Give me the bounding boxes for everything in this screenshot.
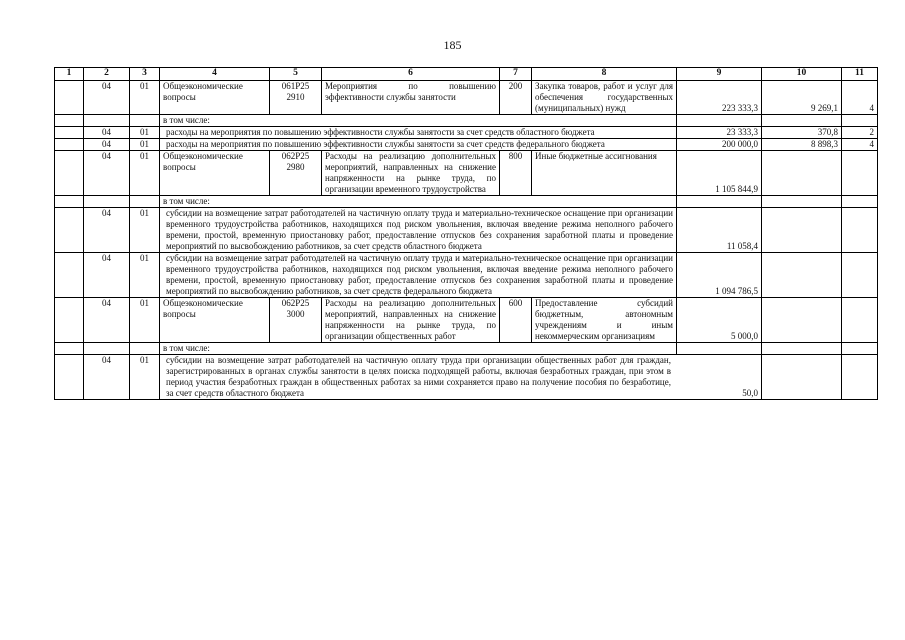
column-header: 4: [160, 68, 270, 81]
cell-percent: [842, 208, 878, 253]
cell-empty: [55, 81, 84, 115]
cell-section: 04: [84, 208, 130, 253]
column-header: 7: [500, 68, 532, 81]
column-header: 5: [270, 68, 322, 81]
cell-expense-name: Закупка товаров, работ и услуг для обеспечения государственных (муниципальных) нужд: [532, 81, 677, 115]
cell-empty: [130, 196, 160, 208]
cell-empty: [55, 139, 84, 151]
cell-empty: [55, 115, 84, 127]
cell-section: 04: [84, 151, 130, 196]
cell-target-name: Расходы на реализацию дополнительных мероприятий, направленных на снижение напряженности на рынке труда, по организации временного трудоустройства: [322, 151, 500, 196]
cell-empty: [677, 196, 762, 208]
cell-empty: [677, 343, 762, 355]
cell-amount-actual: [762, 298, 842, 343]
cell-subsection: 01: [130, 208, 160, 253]
cell-section: 04: [84, 127, 130, 139]
cell-detail-description: субсидии на возмещение затрат работодателей на частичную оплату труда при организации общественных работ для граждан, зарегистрированных в органах службы занятости в целях поиска подходящей работы, включая безработных граждан, при этом в период участия безработных граждан в общественных работах за ними сохраняется право на получение пособия по безработице, за счет средств областного бюджета 50,0: [160, 355, 762, 400]
cell-expense-type: 800: [500, 151, 532, 196]
column-header: 9: [677, 68, 762, 81]
cell-detail-description: расходы на мероприятия по повышению эффективности службы занятости за счет средств областного бюджета: [160, 127, 677, 139]
cell-empty: [677, 115, 762, 127]
cell-percent: [842, 253, 878, 298]
cell-percent: [842, 151, 878, 196]
cell-amount-actual: [762, 151, 842, 196]
table-row: [55, 298, 878, 343]
cell-percent: 2: [842, 127, 878, 139]
table-row: [55, 115, 878, 127]
table-row: [55, 139, 878, 151]
cell-empty: [84, 115, 130, 127]
cell-section: 04: [84, 139, 130, 151]
cell-amount-plan: 223 333,3: [677, 81, 762, 115]
cell-target-code: 061Р25 2910: [270, 81, 322, 115]
cell-target-name: Расходы на реализацию дополнительных мероприятий, направленных на снижение напряженности на рынке труда, по организации общественных работ: [322, 298, 500, 343]
cell-target-code: 062Р25 3000: [270, 298, 322, 343]
note-including: в том числе:: [160, 115, 677, 127]
budget-table: [54, 67, 878, 400]
column-header: 10: [762, 68, 842, 81]
table-row: [55, 208, 878, 253]
cell-empty: [55, 151, 84, 196]
cell-empty: [130, 115, 160, 127]
cell-detail-description: субсидии на возмещение затрат работодателей на частичную оплату труда и материально-техническое оснащение при организации временного трудоустройства работников, находящихся под риском увольнения, включая введение режима неполного рабочего времени, простой, временную приостановку работ, предоставление отпусков без сохранения заработной платы и проведение мероприятий по высвобождению работников, за счет средств федерального бюджета: [160, 253, 677, 298]
cell-empty: [762, 343, 842, 355]
cell-empty: [55, 196, 84, 208]
cell-section: 04: [84, 355, 130, 400]
cell-subsection: 01: [130, 253, 160, 298]
cell-expense-type: 600: [500, 298, 532, 343]
cell-detail-description: субсидии на возмещение затрат работодателей на частичную оплату труда и материально-техническое оснащение при организации временного трудоустройства работников, находящихся под риском увольнения, включая введение режима неполного рабочего времени, простой, временную приостановку работ, предоставление отпусков без сохранения заработной платы и проведение мероприятий по высвобождению работников, за счет средств областного бюджета: [160, 208, 677, 253]
cell-amount-plan: 23 333,3: [677, 127, 762, 139]
cell-subsection: 01: [130, 298, 160, 343]
column-header: 3: [130, 68, 160, 81]
cell-empty: [55, 208, 84, 253]
table-row: [55, 196, 878, 208]
cell-empty: [842, 115, 878, 127]
cell-amount-plan: 11 058,4: [677, 208, 762, 253]
cell-empty: [842, 196, 878, 208]
cell-empty: [55, 253, 84, 298]
cell-section-name: Общеэкономические вопросы: [160, 298, 270, 343]
cell-expense-name: Иные бюджетные ассигнования: [532, 151, 677, 196]
cell-section-name: Общеэкономические вопросы: [160, 151, 270, 196]
cell-section-name: Общеэкономические вопросы: [160, 81, 270, 115]
cell-target-name: Мероприятия по повышению эффективности службы занятости: [322, 81, 500, 115]
cell-amount-actual: 8 898,3: [762, 139, 842, 151]
column-header: 8: [532, 68, 677, 81]
cell-amount-plan: 1 094 786,5: [677, 253, 762, 298]
cell-amount-plan: 5 000,0: [677, 298, 762, 343]
cell-expense-name: Предоставление субсидий бюджетным, автономным учреждениям и иным некоммерческим организациям: [532, 298, 677, 343]
cell-empty: [84, 196, 130, 208]
cell-percent: [842, 298, 878, 343]
cell-empty: [55, 343, 84, 355]
cell-percent: [842, 355, 878, 400]
cell-amount-actual: [762, 208, 842, 253]
table-row: [55, 151, 878, 196]
cell-amount-plan: 50,0: [742, 388, 758, 398]
table-row: [55, 355, 878, 400]
cell-section: 04: [84, 81, 130, 115]
page-number: 185: [443, 38, 462, 52]
cell-percent: 4: [842, 139, 878, 151]
cell-amount-plan: 1 105 844,9: [677, 151, 762, 196]
cell-subsection: 01: [130, 81, 160, 115]
table-header: [55, 68, 878, 81]
cell-section: 04: [84, 298, 130, 343]
column-header: 2: [84, 68, 130, 81]
cell-empty: [842, 343, 878, 355]
table-row: [55, 343, 878, 355]
table-row: [55, 253, 878, 298]
cell-empty: [55, 298, 84, 343]
cell-subsection: 01: [130, 139, 160, 151]
cell-target-code: 062Р25 2980: [270, 151, 322, 196]
cell-amount-actual: 370,8: [762, 127, 842, 139]
cell-subsection: 01: [130, 151, 160, 196]
cell-empty: [762, 196, 842, 208]
cell-empty: [130, 343, 160, 355]
cell-detail-description: расходы на мероприятия по повышению эффективности службы занятости за счет средств федерального бюджета: [160, 139, 677, 151]
cell-percent: 4: [842, 81, 878, 115]
table-row: [55, 127, 878, 139]
cell-subsection: 01: [130, 127, 160, 139]
column-header: 11: [842, 68, 878, 81]
cell-amount-actual: [762, 355, 842, 400]
cell-amount-actual: [762, 253, 842, 298]
cell-amount-plan: 200 000,0: [677, 139, 762, 151]
cell-empty: [55, 127, 84, 139]
cell-empty: [84, 343, 130, 355]
table-body: [55, 81, 878, 400]
cell-amount-actual: 9 269,1: [762, 81, 842, 115]
cell-expense-type: 200: [500, 81, 532, 115]
cell-empty: [762, 115, 842, 127]
column-header: 6: [322, 68, 500, 81]
cell-subsection: 01: [130, 355, 160, 400]
note-including: в том числе:: [160, 343, 677, 355]
column-header: 1: [55, 68, 84, 81]
note-including: в том числе:: [160, 196, 677, 208]
cell-section: 04: [84, 253, 130, 298]
cell-empty: [55, 355, 84, 400]
table-row: [55, 81, 878, 115]
